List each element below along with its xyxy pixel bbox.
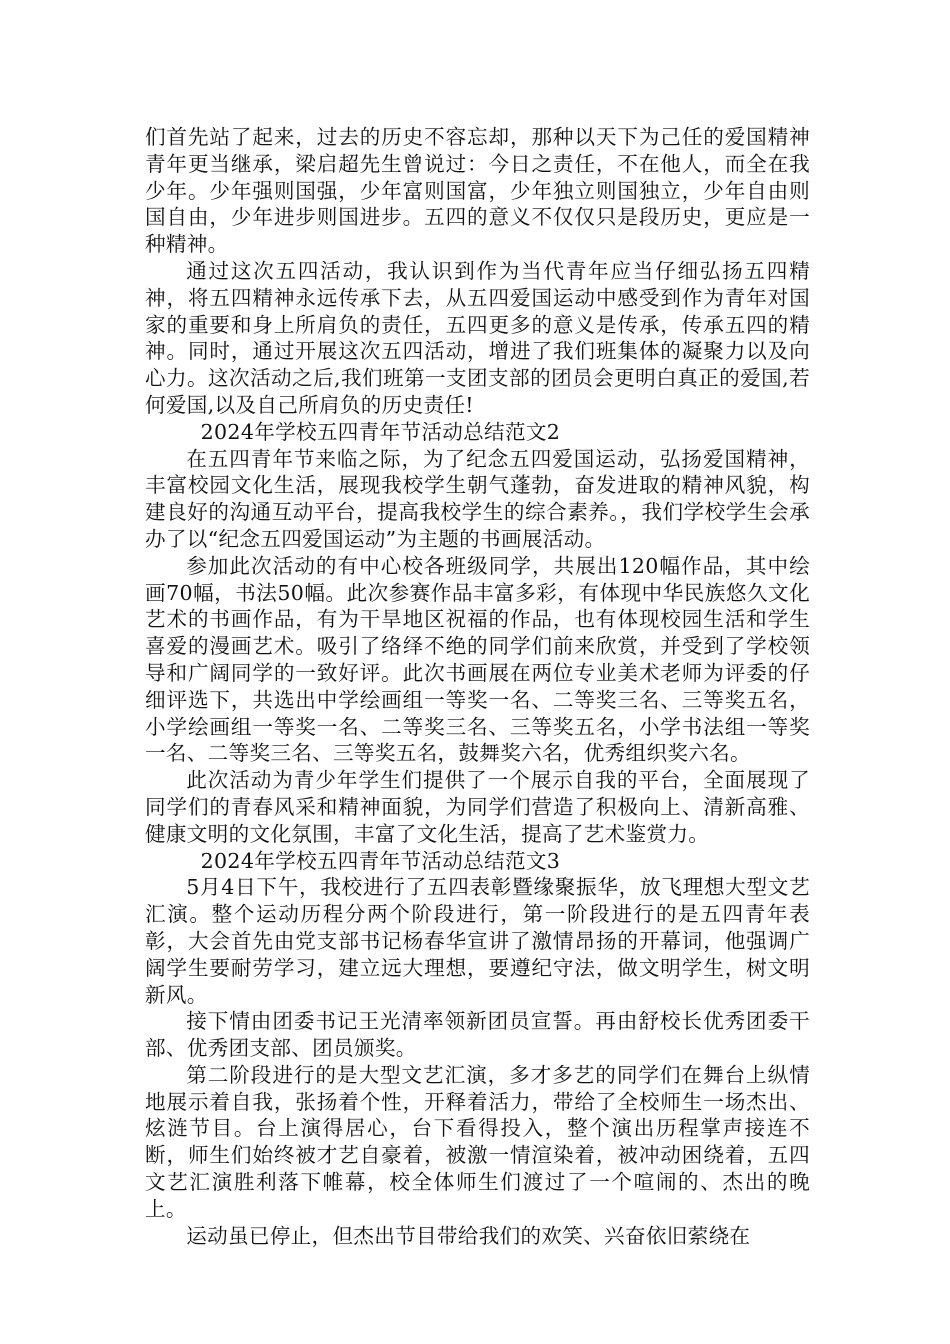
paragraph-3: 在五四青年节来临之际，为了纪念五四爱国运动，弘扬爱国精神，丰富校园文化生活，展现我校学生朝气蓬勃，奋发进取的精神风貌，构建良好的沟通互动平台，提高我校学生的综合素养。，我们学校学生会承办了以“纪念五四爱国运动”为主题的书画展活动。 (145, 446, 810, 551)
paragraph-9: 运动虽已停止，但杰出节目带给我们的欢笑、兴奋依旧萦绕在 (186, 1223, 751, 1248)
document-body (145, 124, 810, 1249)
paragraph-7: 接下情由团委书记王光清率领新团员宣誓。再由舒校长优秀团委干部、优秀团支部、团员颁奖。 (145, 1009, 810, 1061)
paragraph-4: 参加此次活动的有中心校各班级同学，共展出120幅作品，其中绘画70幅，书法50幅。此次参赛作品丰富多彩，有体现中华民族悠久文化艺术的书画作品，有为干旱地区祝福的作品，也有体现校园生活和学生喜爱的漫画艺术。吸引了络绎不绝的同学们前来欣赏，并受到了学校领导和广阔同学的一致好评。此次书画展在两位专业美术老师为评委的仔细评选下，共选出中学绘画组一等奖一名、二等奖三名、三等奖五名，小学绘画组一等奖一名、二等奖三名、三等奖五名，小学书法组一等奖一名、二等奖三名、三等奖五名，鼓舞奖六名，优秀组织奖六名。 (145, 553, 810, 766)
paragraph-8: 第二阶段进行的是大型文艺汇演，多才多艺的同学们在舞台上纵情地展示着自我，张扬着个性，开释着活力，带给了全校师生一场杰出、炫涟节目。台上演得居心，台下看得投入，整个演出历程掌声接连不断，师生们始终被才艺自豪着，被激一情渲染着，被冲动困绕着，五四文艺汇演胜利落下帷幕，校全体师生们渡过了一个喧闹的、杰出的晚上。 (145, 1062, 810, 1221)
paragraph-2: 通过这次五四活动，我认识到作为当代青年应当仔细弘扬五四精神，将五四精神永远传承下去，从五四爱国运动中感受到作为青年对国家的重要和身上所肩负的责任，五四更多的意义是传承，传承五四的精神。同时，通过开展这次五四活动，增进了我们班集体的凝聚力以及向心力。这次活动之后,我们班第一支团支部的团员会更明白真正的爱国,若何爱国,以及自己所肩负的历史责任! (145, 258, 810, 417)
section-heading-3: 2024年学校五四青年节活动总结范文3 (200, 848, 561, 873)
paragraph-1: 们首先站了起来，过去的历史不容忘却，那种以天下为己任的爱国精神青年更当继承，梁启超先生曾说过：今日之责任，不在他人，而全在我少年。少年强则国强，少年富则国富，少年独立则国独立，少年自由则国自由，少年进步则国进步。五四的意义不仅仅只是段历史，更应是一种精神。 (145, 125, 810, 257)
paragraph-6: 5月4日下午，我校进行了五四表彰暨缘聚振华，放飞理想大型文艺汇演。整个运动历程分两个阶段进行，第一阶段进行的是五四青年表彰，大会首先由党支部书记杨春华宣讲了激情昂扬的开幕词，他强调广阔学生要耐劳学习，建立远大理想，要遵纪守法，做文明学生，树文明新风。 (145, 875, 810, 1007)
section-heading-2: 2024年学校五四青年节活动总结范文2 (200, 419, 561, 444)
paragraph-5: 此次活动为青少年学生们提供了一个展示自我的平台，全面展现了同学们的青春风采和精神面貌，为同学们营造了积极向上、清新高雅、健康文明的文化氛围，丰富了文化生活，提高了艺术鉴赏力。 (145, 768, 810, 846)
